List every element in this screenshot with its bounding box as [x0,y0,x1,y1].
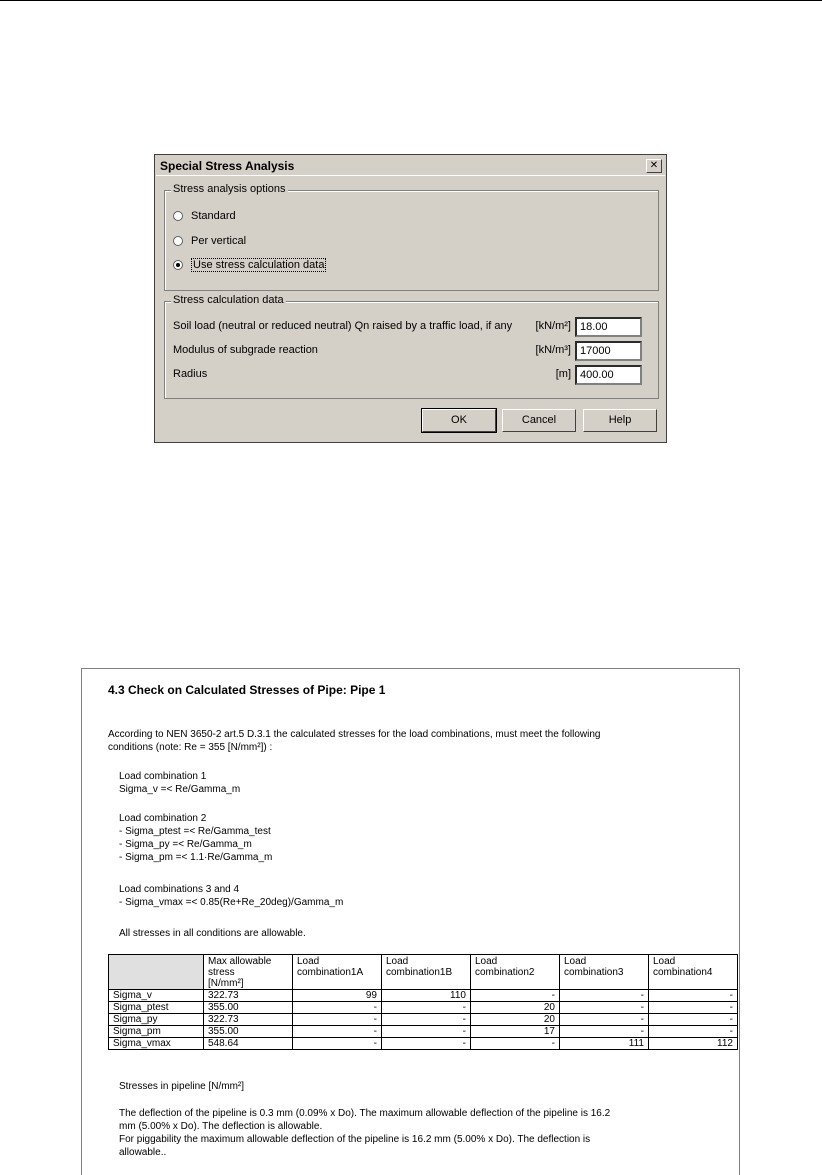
cell-lc1b: - [382,1014,471,1026]
row-label: Sigma_ptest [109,1002,204,1014]
header-lc4-line-2: combination4 [653,967,713,978]
table-row [109,1026,738,1038]
cell-lc3: - [560,1014,649,1026]
report-title: 4.3 Check on Calculated Stresses of Pipe: Pipe 1 [108,683,386,697]
row-max: 355.00 [204,1002,293,1014]
radio-standard-indicator[interactable] [173,211,183,221]
deflection-line-2: mm (5.00% x Do). The deflection is allowable. [119,1121,323,1132]
soil-load-label: Soil load (neutral or reduced neutral) Qn raised by a traffic load, if any [173,320,513,332]
header-max-allowable [204,955,293,990]
cell-lc2: 20 [471,1002,560,1014]
row-max: 322.73 [204,990,293,1002]
intro-line-2: conditions (note: Re = 355 [N/mm²]) : [108,742,273,753]
cell-lc4: 112 [649,1038,738,1050]
lc1-line: Sigma_v =< Re/Gamma_m [119,784,241,795]
table-row [109,990,738,1002]
cell-lc1a: - [293,1014,382,1026]
dialog-titlebar [156,156,665,176]
header-lc4-line-1: Load [653,956,676,967]
cell-lc1a: - [293,1038,382,1050]
cell-lc3: 111 [560,1038,649,1050]
cell-lc1a: - [293,1002,382,1014]
header-lc4 [649,955,738,990]
soil-load-input[interactable] [575,317,642,337]
header-lc1b [382,955,471,990]
table-row [109,1038,738,1050]
lc34-line: - Sigma_vmax =< 0.85(Re+Re_20deg)/Gamma_m [119,897,344,908]
header-max-line-2: stress [208,967,235,978]
page-top-rule [0,0,822,1]
lc1-title: Load combination 1 [119,771,207,782]
radio-use-stress-data-label: Use stress calculation data [193,259,325,271]
header-lc1a-line-1: Load [297,956,320,967]
radius-label: Radius [173,368,208,380]
cell-lc2: - [471,1038,560,1050]
lc34-title: Load combinations 3 and 4 [119,884,240,895]
allowable-note: All stresses in all conditions are allowable. [119,928,306,939]
dialog-title: Special Stress Analysis [160,159,295,173]
stress-options-group [164,183,659,291]
stress-data-label: Stress calculation data [173,294,284,306]
report-panel [81,668,740,1175]
cell-lc2: 20 [471,1014,560,1026]
cell-lc1b: 110 [382,990,471,1002]
stress-table [108,954,738,1050]
row-max: 548.64 [204,1038,293,1050]
help-button[interactable]: Help [583,409,657,432]
header-lc1a [293,955,382,990]
header-lc3-line-2: combination3 [564,967,624,978]
header-lc1b-line-1: Load [386,956,409,967]
radio-standard[interactable] [173,209,236,223]
special-stress-analysis-dialog [154,154,667,443]
cell-lc4: - [649,990,738,1002]
cell-lc2: - [471,990,560,1002]
header-lc1b-line-2: combination1B [386,967,453,978]
radio-per-vertical[interactable] [173,234,246,248]
cell-lc3: - [560,990,649,1002]
header-lc2-line-1: Load [475,956,498,967]
table-header-row [109,955,738,990]
header-lc2 [471,955,560,990]
cell-lc1a: 99 [293,990,382,1002]
row-max: 355.00 [204,1026,293,1038]
radius-unit: [m] [555,368,571,380]
lc2-title: Load combination 2 [119,813,207,824]
radio-standard-label: Standard [191,210,236,222]
header-max-line-1: Max allowable [208,956,272,967]
row-max: 322.73 [204,1014,293,1026]
deflection-line-1: The deflection of the pipeline is 0.3 mm (0.09% x Do). The maximum allowable deflection of the pipeline is 16.2 [119,1108,611,1119]
row-label: Sigma_py [109,1014,204,1026]
row-label: Sigma_v [109,990,204,1002]
stress-data-group [164,294,659,399]
table-row [109,1002,738,1014]
header-max-line-3: [N/mm²] [208,978,244,989]
cancel-button[interactable]: Cancel [502,409,576,432]
lc2-line-1: - Sigma_ptest =< Re/Gamma_test [119,826,271,837]
modulus-unit: [kN/m³] [535,344,571,356]
deflection-line-3: For piggability the maximum allowable deflection of the pipeline is 16.2 mm (5.00% x Do). The deflection is [119,1134,591,1145]
table-row [109,1014,738,1026]
soil-load-unit: [kN/m²] [535,320,571,332]
cell-lc1b: - [382,1026,471,1038]
header-lc3-line-1: Load [564,956,587,967]
header-lc1a-line-2: combination1A [297,967,364,978]
intro-line-1: According to NEN 3650-2 art.5 D.3.1 the calculated stresses for the load combinations, must meet the following [108,729,601,740]
cell-lc1a: - [293,1026,382,1038]
lc2-line-2: - Sigma_py =< Re/Gamma_m [119,839,252,850]
row-label: Sigma_pm [109,1026,204,1038]
cell-lc4: - [649,1026,738,1038]
header-lc2-line-2: combination2 [475,967,535,978]
cell-lc3: - [560,1002,649,1014]
radius-input[interactable] [575,365,642,385]
cell-lc3: - [560,1026,649,1038]
header-blank [109,955,204,990]
modulus-input[interactable] [575,341,642,361]
ok-button[interactable]: OK [422,409,496,432]
stress-options-label: Stress analysis options [173,183,286,195]
radio-per-vertical-label: Per vertical [191,235,247,247]
deflection-line-4: allowable.. [119,1147,167,1158]
cell-lc4: - [649,1002,738,1014]
radio-use-stress-data[interactable] [173,258,326,272]
cell-lc4: - [649,1014,738,1026]
cell-lc1b: - [382,1038,471,1050]
header-lc3 [560,955,649,990]
cell-lc1b: - [382,1002,471,1014]
modulus-label: Modulus of subgrade reaction [173,344,318,356]
cell-lc2: 17 [471,1026,560,1038]
close-icon[interactable]: ✕ [646,159,662,173]
row-label: Sigma_vmax [109,1038,204,1050]
stresses-caption: Stresses in pipeline [N/mm²] [119,1081,245,1092]
lc2-line-3: - Sigma_pm =< 1.1·Re/Gamma_m [119,852,273,863]
radio-use-stress-data-indicator[interactable] [173,260,183,270]
radio-per-vertical-indicator[interactable] [173,236,183,246]
